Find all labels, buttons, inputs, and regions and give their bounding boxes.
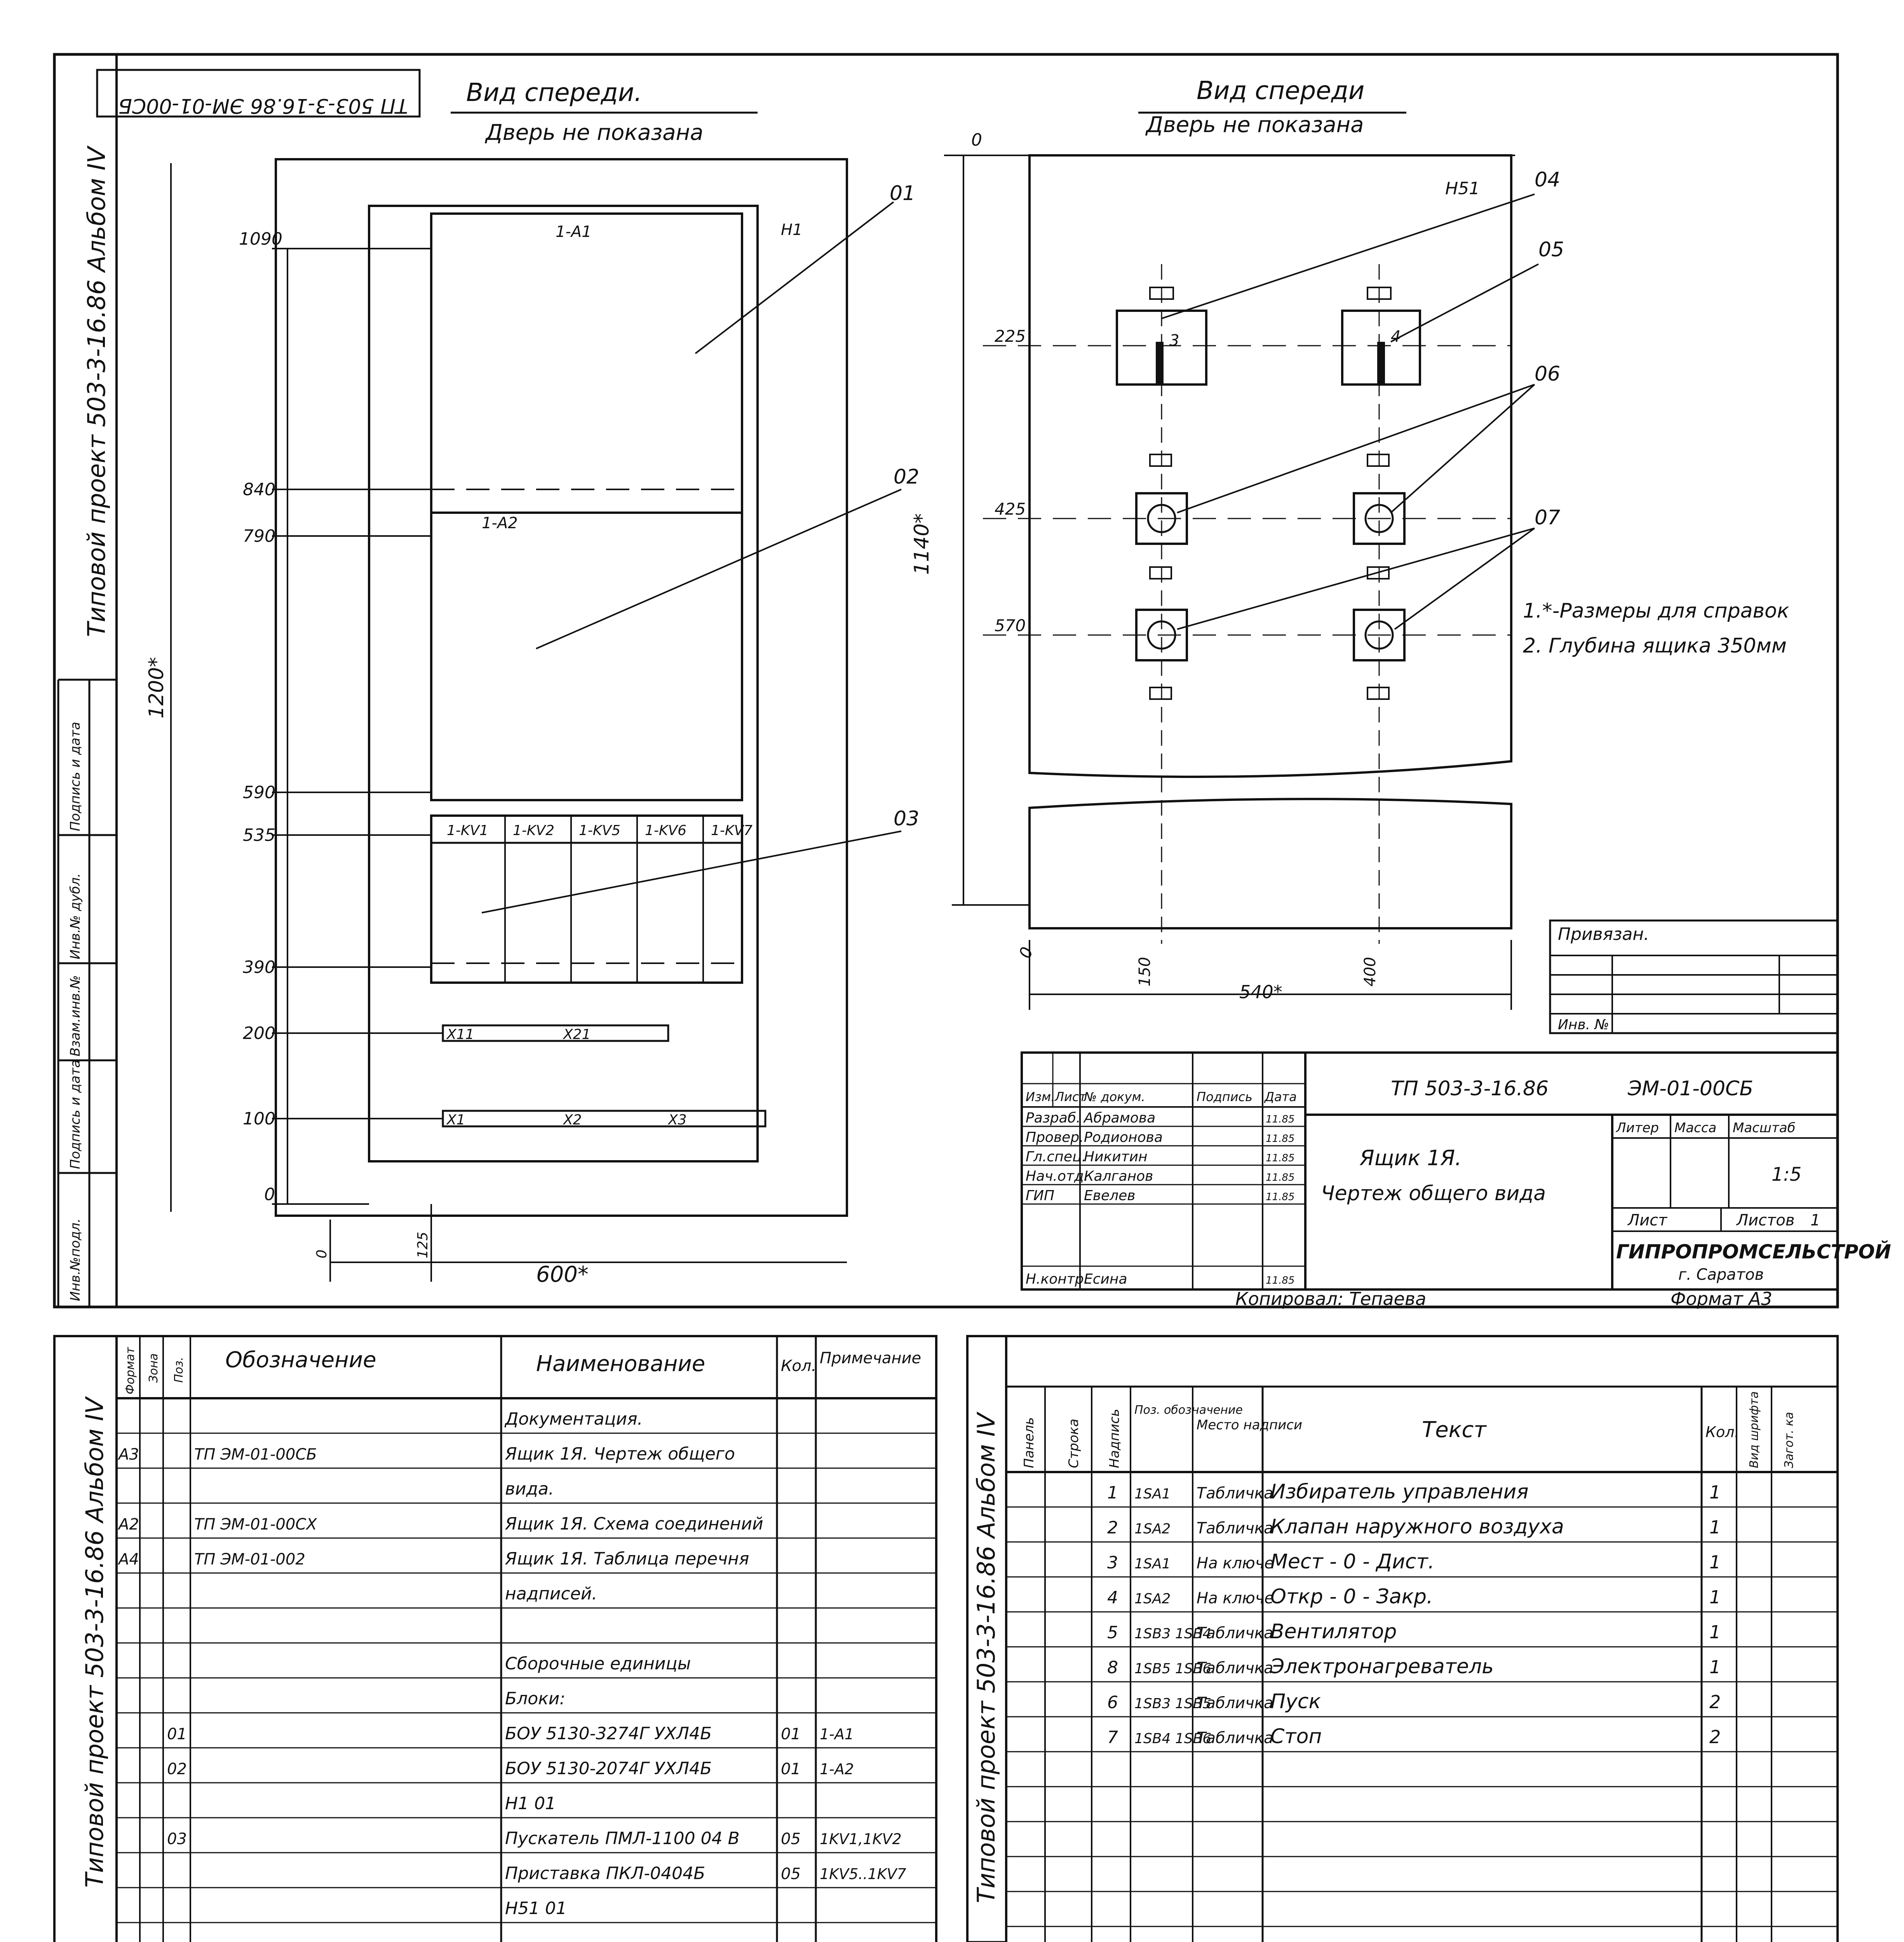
sheet1-top-stamp: ТП 503-3-16.86 ЭМ-01-00СБ: [118, 94, 408, 117]
tag-x2: X2: [563, 1112, 582, 1128]
spec-cell-r: 1-А2: [820, 1761, 854, 1778]
dim-bottom-0: 0: [314, 1249, 330, 1258]
spec-cell-n: Н1 01: [505, 1794, 556, 1813]
label-cell-q: 1: [1709, 1517, 1721, 1538]
tb1-name-2: Никитин: [1084, 1149, 1148, 1165]
tb1-role-2: Гл.спец.: [1026, 1149, 1086, 1165]
label-cell-n: 4: [1107, 1588, 1118, 1608]
label-cell-q: 1: [1709, 1482, 1721, 1503]
lt-head-qty: Кол.: [1705, 1423, 1739, 1441]
label-cell-place: Табличка: [1197, 1519, 1273, 1537]
label-cell-n: 7: [1107, 1728, 1118, 1747]
note-2: 2. Глубина ящика 350мм: [1523, 634, 1787, 658]
dim-590: 590: [243, 783, 275, 802]
callout-03: 03: [894, 807, 920, 830]
callout-07: 07: [1535, 506, 1561, 529]
label-cell-place: На ключе: [1197, 1589, 1274, 1607]
tb1-date-0: 11.85: [1266, 1114, 1295, 1125]
label-cell-place: На ключе: [1197, 1554, 1274, 1572]
spec-cell-n: БОУ 5130-2074Г УХЛ4Б: [505, 1759, 712, 1778]
spec-cell-f: А2: [118, 1516, 139, 1533]
right-dim-225: 225: [995, 327, 1026, 346]
spec-cell-n: Документация.: [505, 1409, 643, 1429]
label-cell-n: 6: [1107, 1693, 1118, 1712]
side-label-1: Инв.№подл.: [68, 1218, 83, 1301]
left-front-view: [145, 78, 919, 1287]
tb1-date-2: 11.85: [1266, 1152, 1295, 1164]
tb1-mass: Масса: [1674, 1120, 1717, 1136]
tag-1-kv1: 1-KV1: [447, 823, 489, 839]
label-cell-place: Табличка: [1197, 1659, 1273, 1677]
spec-head-designation: Обозначение: [225, 1347, 376, 1373]
label-cell-text: Вентилятор: [1270, 1620, 1397, 1643]
spec-cell-r: 1KV5..1KV7: [820, 1865, 906, 1883]
spec-cell-n: Сборочные единицы: [505, 1654, 691, 1674]
spec-cell-q: 05: [781, 1830, 801, 1848]
label-cell-place: Табличка: [1197, 1484, 1273, 1502]
label-cell-pos: 1SA1: [1134, 1486, 1171, 1502]
label-cell-q: 2: [1709, 1691, 1721, 1712]
tb1-date-6: 11.85: [1266, 1275, 1295, 1286]
spec-head-format: Формат: [124, 1347, 137, 1394]
label-cell-q: 2: [1709, 1726, 1721, 1747]
sheet2-side-header: Типовой проект 503-3-16.86 Альбом IV: [80, 1397, 109, 1888]
lt-head-row: Строка: [1066, 1418, 1082, 1468]
spec-cell-n: Ящик 1Я. Чертеж общего: [505, 1444, 735, 1464]
spec-cell-n: Ящик 1Я. Таблица перечня: [505, 1549, 749, 1569]
tb1-role-4: ГИП: [1026, 1188, 1055, 1204]
privyazan-label-1: Привязан.: [1558, 924, 1650, 944]
tb1-role-0: Разраб.: [1026, 1110, 1081, 1126]
callout-02: 02: [894, 465, 920, 489]
tag-1-kv2: 1-KV2: [513, 823, 555, 839]
spec-cell-d: ТП ЭМ-01-00СХ: [194, 1516, 317, 1533]
tb1-name-4: Евелев: [1084, 1188, 1136, 1204]
tb1-sheets-val: 1: [1810, 1211, 1820, 1229]
lt-head-label: Надпись: [1107, 1409, 1122, 1468]
spec-rows: [117, 1409, 955, 1942]
dim-width-600: 600*: [536, 1262, 589, 1287]
spec-cell-n: Приставка ПКЛ-0404Б: [505, 1864, 706, 1883]
label-cell-n: 5: [1107, 1623, 1118, 1643]
side-label-2: Подпись и дата: [68, 1060, 83, 1169]
tag-x3: X3: [668, 1112, 687, 1128]
spec-head-pos: Поз.: [172, 1357, 186, 1383]
label-cell-text: Пуск: [1270, 1690, 1321, 1713]
tag-1-kv7: 1-KV7: [711, 823, 753, 839]
tb1-date-1: 11.85: [1266, 1133, 1295, 1145]
tb1-head-doc: № докум.: [1084, 1089, 1145, 1104]
label-cell-q: 1: [1709, 1552, 1721, 1573]
lt-head-place: Место надписи: [1197, 1417, 1303, 1433]
label-cell-q: 1: [1709, 1587, 1721, 1608]
spec-cell-n: надписей.: [505, 1584, 598, 1604]
label-cell-pos: 1SB5 1SB6: [1134, 1661, 1212, 1677]
sheet-spec-table: [54, 1336, 955, 1942]
lt-head-blank: Загот. ка: [1782, 1412, 1796, 1468]
tb1-sheets: Листов: [1737, 1211, 1795, 1229]
callout-06: 06: [1535, 362, 1561, 386]
label-cell-place: Табличка: [1197, 1694, 1273, 1712]
tb1-head-sign: Подпись: [1197, 1089, 1252, 1104]
right-dim-400: 400: [1361, 957, 1379, 987]
label-cell-q: 1: [1709, 1657, 1721, 1677]
sheet1-format: Формат А3: [1671, 1288, 1772, 1309]
callout-04: 04: [1535, 168, 1561, 191]
right-dim-top-0: 0: [971, 130, 982, 150]
panel-h51: H51: [1445, 179, 1480, 198]
tag-1-a1: 1-A1: [556, 223, 592, 241]
right-height-1140: 1140*: [910, 513, 934, 575]
dim-200: 200: [243, 1023, 275, 1043]
left-view-subtitle: Дверь не показана: [486, 120, 704, 145]
label-cell-place: Табличка: [1197, 1729, 1273, 1747]
spec-cell-r: 1KV1,1KV2: [820, 1831, 902, 1848]
spec-cell-f: А4: [118, 1550, 139, 1568]
label-cell-text: Стоп: [1270, 1725, 1322, 1748]
tb1-doc: ЭМ-01-00СБ: [1628, 1077, 1754, 1100]
callout-05: 05: [1538, 238, 1564, 261]
dim-0: 0: [264, 1185, 275, 1204]
spec-cell-n: Н51 01: [505, 1898, 567, 1918]
label-cell-pos: 1SA2: [1134, 1591, 1171, 1607]
spec-cell-p: 01: [167, 1725, 187, 1743]
spec-cell-n: вида.: [505, 1479, 554, 1499]
label-cell-text: Мест - 0 - Дист.: [1270, 1550, 1435, 1573]
tb1-role-6: Н.контр.: [1026, 1271, 1089, 1287]
tb1-name-1: Родионова: [1084, 1129, 1163, 1145]
tb1-date-4: 11.85: [1266, 1191, 1295, 1203]
tb1-title2: Чертеж общего вида: [1321, 1182, 1546, 1205]
tb1-scale: 1:5: [1772, 1164, 1802, 1185]
dim-390: 390: [243, 957, 275, 977]
tb1-date-3: 11.85: [1266, 1172, 1295, 1183]
switch-3-label: 3: [1169, 332, 1179, 350]
dim-1090: 1090: [239, 229, 282, 249]
switch-4: [1342, 287, 1420, 385]
lt-head-font: Вид шрифта: [1747, 1391, 1761, 1468]
tag-x11: X11: [447, 1027, 474, 1042]
note-1: 1.*-Размеры для справок: [1523, 599, 1789, 623]
label-cell-text: Электронагреватель: [1270, 1655, 1494, 1678]
tb1-liter: Литер: [1616, 1120, 1659, 1136]
side-label-5: Подпись и дата: [68, 722, 83, 831]
inv-label-1: Инв. №: [1558, 1017, 1610, 1033]
tag-1-kv6: 1-KV6: [645, 823, 687, 839]
right-view-subtitle: Дверь не показана: [1146, 112, 1364, 137]
lt-head-pos: Поз. обозначение: [1134, 1403, 1243, 1417]
label-cell-text: Избиратель управления: [1270, 1480, 1529, 1503]
tag-x21: X21: [563, 1027, 591, 1042]
right-dim-425: 425: [995, 499, 1026, 519]
side-label-3: Взам.инв.№: [68, 975, 83, 1056]
label-cell-n: 2: [1107, 1518, 1118, 1538]
sheet3-side-header: Типовой проект 503-3-16.86 Альбом IV: [972, 1413, 1000, 1903]
label-cell-n: 8: [1107, 1658, 1118, 1677]
spec-cell-p: 02: [167, 1760, 187, 1778]
right-front-view: [910, 77, 1564, 1010]
tb1-city: г. Саратов: [1678, 1266, 1764, 1284]
spec-cell-n: БОУ 5130-3274Г УХЛ4Б: [505, 1724, 712, 1744]
tag-h1: H1: [781, 221, 803, 239]
label-cell-pos: 1SB3 1SB4: [1134, 1626, 1212, 1642]
dim-height-1200: 1200*: [145, 657, 168, 719]
right-dim-540: 540*: [1239, 981, 1282, 1002]
spec-cell-d: ТП ЭМ-01-00СБ: [194, 1446, 317, 1463]
spec-head-qty: Кол.: [781, 1357, 817, 1375]
tb1-head-izm: Изм.: [1026, 1089, 1055, 1104]
switch-4-label: 4: [1391, 328, 1401, 346]
label-cell-pos: 1SB3 1SB5: [1134, 1696, 1212, 1712]
sheet-labels-table: [967, 1336, 1865, 1942]
dim-790: 790: [243, 526, 275, 546]
sheet1-side-header: Типовой проект 503-3-16.86 Альбом IV: [82, 146, 111, 637]
left-view-title: Вид спереди.: [466, 78, 642, 107]
right-view-title: Вид спереди: [1197, 77, 1365, 105]
lt-head-panel: Панель: [1021, 1417, 1037, 1468]
spec-cell-p: 03: [167, 1830, 187, 1848]
spec-cell-f: А3: [118, 1446, 139, 1463]
spec-cell-r: 1-А1: [820, 1726, 854, 1743]
privyazan-box-1: [1550, 921, 1838, 1033]
dim-840: 840: [243, 480, 275, 499]
dim-bottom-125: 125: [415, 1232, 431, 1258]
spec-cell-q: 01: [781, 1725, 801, 1743]
spec-head-note: Примечание: [820, 1349, 922, 1367]
label-cell-pos: 1SA2: [1134, 1521, 1171, 1537]
lt-head-text: Текст: [1422, 1417, 1486, 1443]
sheet1-copied: Копировал: Тепаева: [1235, 1288, 1427, 1309]
spec-cell-q: 01: [781, 1760, 801, 1778]
tb1-org: ГИПРОПРОМСЕЛЬСТРОЙ: [1616, 1241, 1891, 1263]
spec-head-zone: Зона: [147, 1353, 160, 1383]
right-dim-150: 150: [1136, 957, 1154, 987]
side-label-4: Инв.№ дубл.: [68, 873, 83, 959]
tb1-role-3: Нач.отд.: [1026, 1168, 1089, 1184]
tb1-sheet: Лист: [1628, 1211, 1667, 1229]
spec-cell-d: ТП ЭМ-01-002: [194, 1550, 305, 1568]
label-cell-n: 1: [1107, 1483, 1118, 1503]
title-block-1: [1022, 1053, 1891, 1289]
spec-head-name: Наименование: [536, 1351, 706, 1376]
tb1-head-list: Лист: [1055, 1089, 1087, 1104]
spec-cell-n: Блоки:: [505, 1689, 566, 1709]
tb1-name-3: Калганов: [1084, 1168, 1153, 1184]
dim-100: 100: [243, 1109, 275, 1129]
tb1-name-6: Есина: [1084, 1271, 1127, 1287]
tag-1-kv5: 1-KV5: [579, 823, 621, 839]
right-dim-0: 0: [1015, 944, 1037, 961]
tb1-title1: Ящик 1Я.: [1360, 1146, 1462, 1170]
label-cell-n: 3: [1107, 1553, 1118, 1573]
tag-x1: X1: [447, 1112, 465, 1128]
tb1-scale-head: Масштаб: [1733, 1120, 1796, 1136]
callout-01: 01: [890, 182, 916, 205]
spec-cell-n: Пускатель ПМЛ-1100 04 В: [505, 1829, 740, 1848]
tb1-head-date: Дата: [1265, 1089, 1297, 1104]
label-cell-pos: 1SA1: [1134, 1556, 1171, 1572]
tb1-code: ТП 503-3-16.86: [1391, 1077, 1549, 1100]
right-dim-570: 570: [995, 616, 1026, 635]
dim-535: 535: [243, 825, 275, 845]
label-cell-text: Откр - 0 - Закр.: [1270, 1585, 1433, 1608]
tb1-role-1: Провер.: [1026, 1129, 1084, 1145]
label-cell-q: 1: [1709, 1622, 1721, 1643]
label-cell-text: Клапан наружного воздуха: [1270, 1515, 1564, 1538]
label-cell-place: Табличка: [1197, 1624, 1273, 1642]
label-cell-pos: 1SB4 1SB6: [1134, 1731, 1212, 1747]
sheet-general-view: [54, 54, 1891, 1309]
tb1-name-0: Абрамова: [1084, 1110, 1156, 1126]
spec-cell-n: Ящик 1Я. Схема соединений: [505, 1514, 763, 1534]
tag-1-a2: 1-A2: [482, 514, 518, 532]
spec-cell-q: 05: [781, 1865, 801, 1883]
